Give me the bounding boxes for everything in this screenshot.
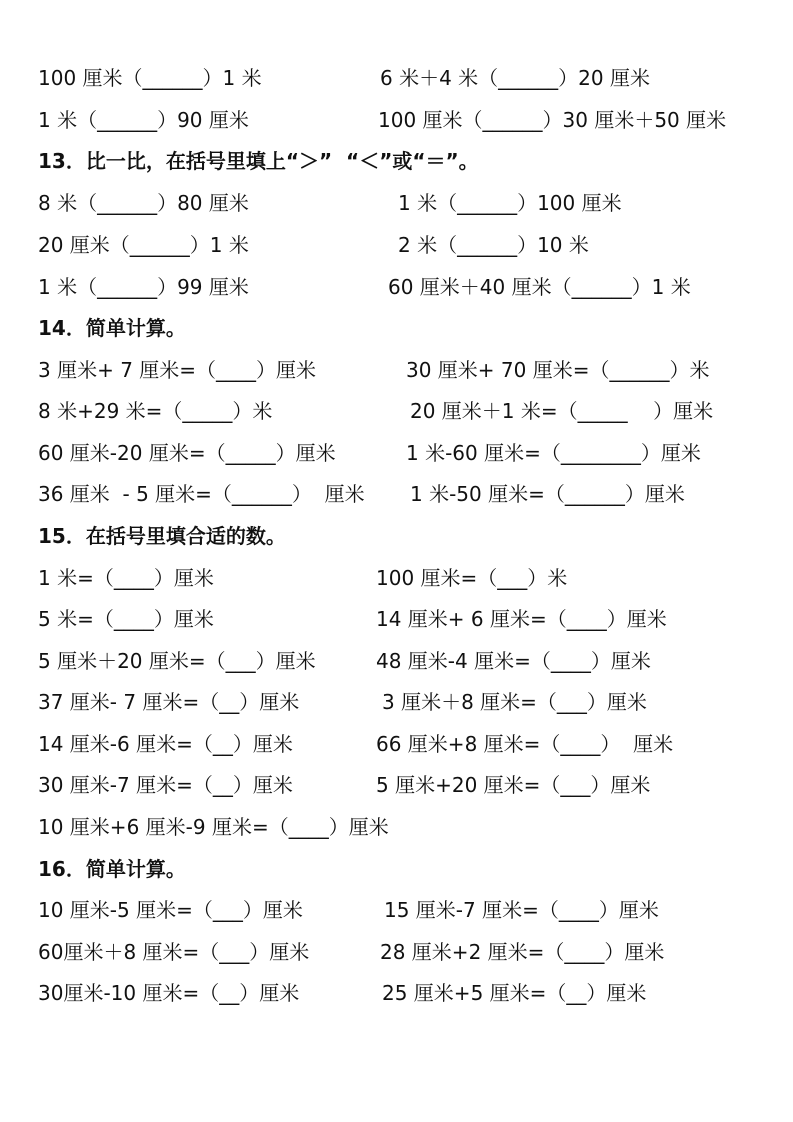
problem-line: 8 米（______）80 厘米 <box>38 191 249 215</box>
problem-line: 60 厘米-20 厘米=（_____）厘米 <box>38 441 336 465</box>
problem-line: 28 厘米+2 厘米=（____）厘米 <box>380 940 665 964</box>
problem-line: 14 厘米+ 6 厘米=（____）厘米 <box>376 607 667 631</box>
problem-line: 8 米+29 米=（_____）米 <box>38 399 273 423</box>
problem-line: 5 厘米＋20 厘米=（___）厘米 <box>38 649 316 673</box>
problem-line: 66 厘米+8 厘米=（____） 厘米 <box>376 732 674 756</box>
problem-line: 6 米＋4 米（______）20 厘米 <box>380 66 650 90</box>
problem-line: 10 厘米-5 厘米=（___）厘米 <box>38 898 303 922</box>
question-13-heading: 13．比一比，在括号里填上“＞” “＜”或“＝”。 <box>38 149 479 173</box>
problem-line: 5 米=（____）厘米 <box>38 607 214 631</box>
problem-line: 100 厘米=（___）米 <box>376 566 568 590</box>
problem-line: 1 米（______）90 厘米 <box>38 108 249 132</box>
problem-line: 60 厘米＋40 厘米（______）1 米 <box>388 275 691 299</box>
problem-line: 30 厘米-7 厘米=（__）厘米 <box>38 773 293 797</box>
question-14-heading: 14．简单计算。 <box>38 316 186 340</box>
problem-line: 10 厘米+6 厘米-9 厘米=（____）厘米 <box>38 815 389 839</box>
problem-line: 25 厘米+5 厘米=（__）厘米 <box>382 981 647 1005</box>
problem-line: 1 米-60 厘米=（________）厘米 <box>406 441 701 465</box>
problem-line: 1 米-50 厘米=（______）厘米 <box>410 482 685 506</box>
problem-line: 15 厘米-7 厘米=（____）厘米 <box>384 898 659 922</box>
problem-line: 1 米（______）99 厘米 <box>38 275 249 299</box>
problem-line: 37 厘米- 7 厘米=（__）厘米 <box>38 690 300 714</box>
problem-line: 30厘米-10 厘米=（__）厘米 <box>38 981 300 1005</box>
problem-line: 36 厘米 - 5 厘米=（______） 厘米 <box>38 482 365 506</box>
problem-line: 60厘米＋8 厘米=（___）厘米 <box>38 940 310 964</box>
problem-line: 3 厘米＋8 厘米=（___）厘米 <box>382 690 647 714</box>
problem-line: 48 厘米-4 厘米=（____）厘米 <box>376 649 651 673</box>
problem-line: 14 厘米-6 厘米=（__）厘米 <box>38 732 293 756</box>
problem-line: 100 厘米（______）1 米 <box>38 66 262 90</box>
problem-line: 20 厘米＋1 米=（_____ ）厘米 <box>410 399 714 423</box>
problem-line: 20 厘米（______）1 米 <box>38 233 249 257</box>
question-15-heading: 15．在括号里填合适的数。 <box>38 524 286 548</box>
problem-line: 3 厘米+ 7 厘米=（____）厘米 <box>38 358 317 382</box>
problem-line: 1 米（______）100 厘米 <box>398 191 622 215</box>
problem-line: 30 厘米+ 70 厘米=（______）米 <box>406 358 710 382</box>
problem-line: 1 米=（____）厘米 <box>38 566 214 590</box>
problem-line: 5 厘米+20 厘米=（___）厘米 <box>376 773 651 797</box>
question-16-heading: 16．简单计算。 <box>38 857 186 881</box>
problem-line: 100 厘米（______）30 厘米＋50 厘米 <box>378 108 727 132</box>
problem-line: 2 米（______）10 米 <box>398 233 589 257</box>
